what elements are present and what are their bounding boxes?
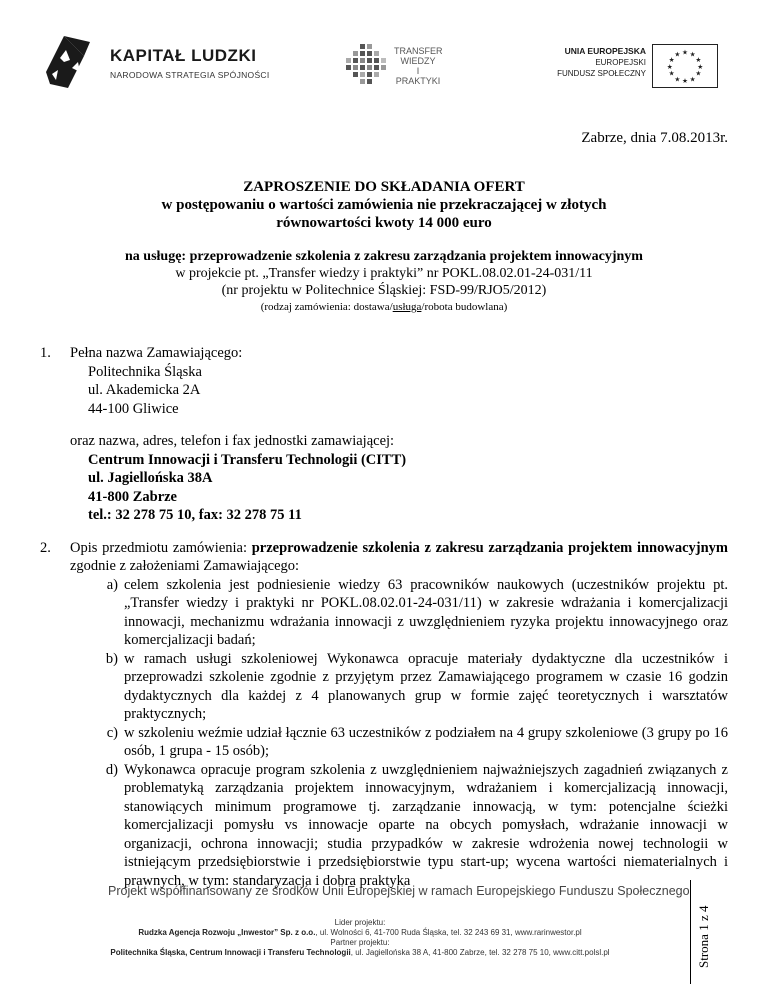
- kapital-ludzki-subtitle: NARODOWA STRATEGIA SPÓJNOŚCI: [110, 70, 270, 80]
- list-item-text: Wykonawca opracuje program szkolenia z uwzględnieniem najważniejszych zagadnień związanych z problematyką zarządzania projektem innowacyjnym, wdrażaniem i komercjalizacją innowacji, stanowiących minimum programowe tj. zarządzanie innowacją, w tym: potencjalne ścieżki komercjalizacji pomysłu vs innowacje oparte na obcych pomysłach, wdrażanie innowacji w organizacji, ochrona innowacji; studia przypadków w zakresie wdrożenia nowej technologii w istniejącym przedsiębiorstwie i przedsiębiorstwie typu start-up; wycena wartości niematerialnych i prawnych, w tym: standaryzacja i dobra praktyka: [124, 761, 728, 889]
- list-item-text: w szkoleniu weźmie udział łącznie 63 uczestników z podziałem na 4 grupy szkoleniowe (3 grupy po 16 osób, 1 grupa - 15 osób);: [124, 724, 728, 759]
- svg-text:★: ★: [682, 77, 688, 86]
- svg-text:★: ★: [697, 62, 704, 71]
- orderer-name: Politechnika Śląska: [88, 363, 202, 380]
- document-title: [0, 178, 768, 232]
- order-type: [0, 299, 768, 316]
- list-item: [40, 724, 728, 761]
- service-line1: na usługę: przeprowadzenie szkolenia z zakresu zarządzania projektem innowacyjnym: [125, 249, 643, 264]
- eu-logo: [548, 44, 718, 104]
- section-1: [40, 344, 728, 525]
- cofinanced-note: Projekt współfinansowany ze środków Unii Europejskiej w ramach Europejskiego Funduszu Społecznego: [108, 884, 690, 898]
- kapital-ludzki-logo: [40, 32, 280, 92]
- order-type-c: /robota budowlana): [421, 301, 508, 313]
- svg-text:★: ★: [695, 69, 702, 78]
- svg-text:★: ★: [695, 56, 702, 65]
- list-item-text: w ramach usługi szkoleniowej Wykonawca opracuje materiały dydaktyczne dla uczestników i przeprowadzi szkolenie zgodnie z przyjętym przez Zamawiającego programem w czasie 16 godzin dydaktycznych dla każdej z 4 planowanych grup w formie zajęć teoretycznych i warsztatów praktycznych;: [124, 650, 728, 722]
- section-1-heading-row: [40, 344, 728, 363]
- eu-line2: EUROPEJSKI: [595, 58, 646, 67]
- header-logos: [0, 24, 768, 94]
- section-2: [40, 539, 728, 891]
- transfer-line3: I PRAKTYKI: [395, 66, 441, 86]
- list-item-label: c): [106, 724, 118, 741]
- svg-text:★: ★: [674, 75, 681, 84]
- title-line1: ZAPROSZENIE DO SKŁADANIA OFERT: [243, 179, 525, 195]
- partner-name: Politechnika Śląska, Centrum Innowacji i Transferu Technologii: [110, 948, 351, 957]
- section-2-number: 2.: [40, 539, 51, 556]
- svg-text:★: ★: [666, 62, 673, 71]
- service-line2: w projekcie pt. „Transfer wiedzy i praktyki” nr POKL.08.02.01-24-031/11: [175, 266, 593, 281]
- eu-logo-text: [557, 46, 646, 79]
- unit-city: 41-800 Zabrze: [88, 488, 177, 505]
- list-item: [40, 576, 728, 650]
- title-line2: w postępowaniu o wartości zamówienia nie przekraczającej w złotych: [161, 197, 607, 213]
- page-number: Strona 1 z 4: [696, 905, 711, 968]
- footer-divider: [690, 880, 691, 984]
- section-1-number: 1.: [40, 345, 51, 361]
- leader-label: Lider projektu:: [334, 918, 386, 927]
- section-2-intro: [40, 539, 728, 576]
- kapital-ludzki-emblem-icon: [40, 32, 100, 92]
- svg-text:★: ★: [668, 69, 675, 78]
- transfer-pixel-mosaic-icon: [342, 42, 392, 88]
- service-description: [0, 248, 768, 316]
- document-date: Zabrze, dnia 7.08.2013r.: [581, 130, 728, 146]
- leader-address: , ul. Wolności 6, 41-700 Ruda Śląska, tel. 32 243 69 31, www.rarinwestor.pl: [315, 928, 582, 937]
- eu-flag-icon: [652, 44, 718, 88]
- section-2-intro-c: zgodnie z założeniami Zamawiającego:: [70, 558, 300, 574]
- svg-text:★: ★: [689, 75, 696, 84]
- service-line3: (nr projektu w Politechnice Śląskiej: FSD-99/RJO5/2012): [221, 283, 547, 298]
- transfer-line2: WIEDZY: [400, 56, 436, 66]
- list-item-label: b): [105, 650, 118, 667]
- list-item-text: celem szkolenia jest podniesienie wiedzy 63 pracowników naukowych (uczestników projektu pt. „Transfer wiedzy i praktyki nr POKL.08.02.01-24-031/11) w zakresie wdrażania i komercjalizacji innowacji, mechanizmu wdrażania innowacji z uwzględnieniem ryzyka projektu innowacyjnego oraz komercjalizacji badań;: [124, 576, 728, 648]
- kapital-ludzki-title: KAPITAŁ LUDZKI: [110, 46, 257, 65]
- section-2-intro-a: Opis przedmiotu zamówienia:: [70, 539, 252, 556]
- svg-text:★: ★: [668, 56, 675, 65]
- order-type-selected: usługa: [392, 301, 422, 313]
- transfer-wiedzy-logo: [342, 42, 482, 92]
- leader-line: [0, 928, 720, 938]
- transfer-logo-text: [394, 46, 442, 86]
- list-item: [40, 761, 728, 891]
- list-item-label: d): [105, 761, 118, 778]
- orderer-street: ul. Akademicka 2A: [88, 382, 201, 398]
- order-type-a: (rodzaj zamówienia: dostawa/: [260, 301, 393, 313]
- partner-line: [0, 948, 720, 958]
- partner-address: , ul. Jagiellońska 38 A, 41-800 Zabrze, tel. 32 278 75 10, www.citt.polsl.pl: [350, 948, 610, 957]
- list-item-label: a): [106, 576, 118, 593]
- leader-name: Rudzka Agencja Rozwoju „Inwestor” Sp. z o.o.: [138, 928, 316, 937]
- project-partners: [0, 918, 720, 958]
- list-item: [40, 650, 728, 724]
- unit-phone: tel.: 32 278 75 10, fax: 32 278 75 11: [88, 507, 302, 523]
- svg-text:★: ★: [674, 50, 681, 59]
- eu-line1: UNIA EUROPEJSKA: [564, 46, 646, 56]
- svg-text:★: ★: [689, 50, 696, 59]
- partner-label: Partner projektu:: [330, 938, 390, 947]
- unit-street: ul. Jagiellońska 38A: [88, 470, 213, 486]
- svg-text:★: ★: [682, 48, 688, 57]
- unit-heading: oraz nazwa, adres, telefon i fax jednostki zamawiającej:: [70, 433, 395, 449]
- section-2-intro-b: przeprowadzenie szkolenia z zakresu zarządzania projektem innowacyjnym: [251, 539, 729, 556]
- orderer-city: 44-100 Gliwice: [88, 400, 179, 417]
- document-body: [40, 344, 728, 890]
- title-line3: równowartości kwoty 14 000 euro: [276, 215, 492, 231]
- eu-line3: FUNDUSZ SPOŁECZNY: [557, 69, 646, 78]
- section-1-heading: Pełna nazwa Zamawiającego:: [70, 345, 243, 361]
- transfer-line1: TRANSFER: [394, 46, 443, 56]
- unit-name: Centrum Innowacji i Transferu Technologii (CITT): [88, 451, 407, 468]
